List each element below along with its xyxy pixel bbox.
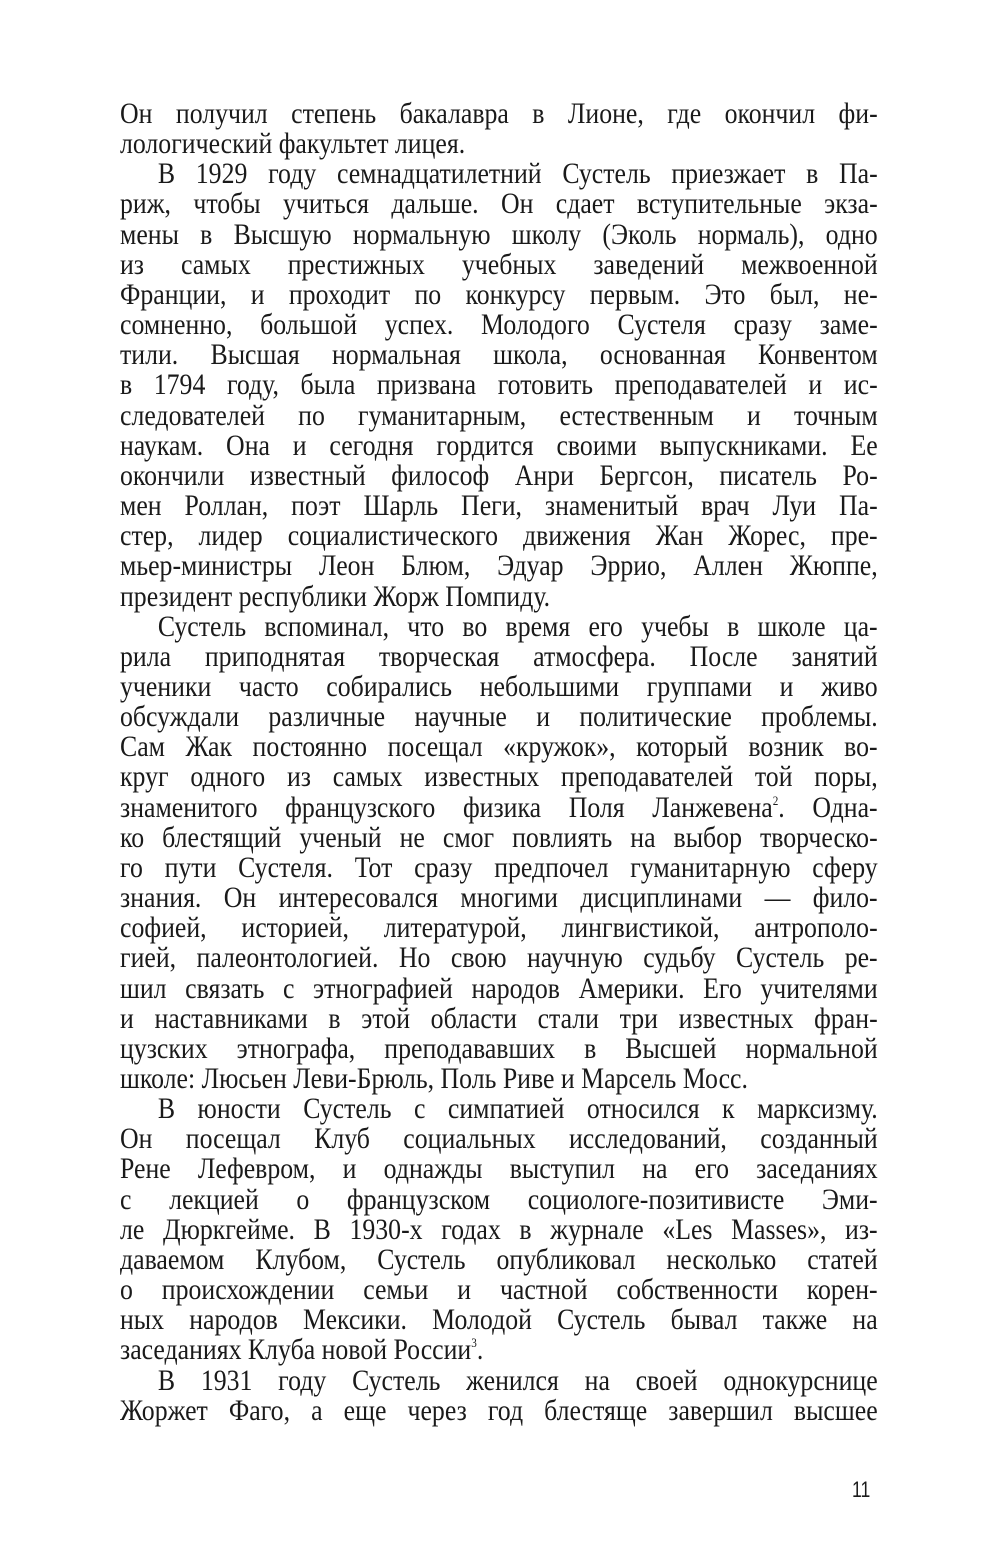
footnote-marker: 2 [772, 792, 779, 808]
text-line [120, 1182, 878, 1216]
text-line-content: Сам Жак постоянно посещал «кружок», который возник во- [120, 730, 878, 764]
text-line-content: знания. Он интересовался многими дисциплинами — фило- [120, 881, 878, 915]
text-line [120, 790, 878, 824]
text-line [120, 1124, 878, 1154]
text-line [120, 579, 878, 613]
text-line-content: знаменитого французского физика Поля Ланжевена [120, 790, 773, 824]
text-line-content: цузских этнографа, преподававших в Высшей нормальной [120, 1031, 878, 1065]
text-line-content: гией, палеонтологией. Но свою научную судьбу Сустель ре- [120, 941, 878, 975]
text-line [120, 913, 878, 943]
text-line-continuation: . Одна- [778, 790, 878, 824]
text-line [120, 551, 878, 581]
text-line-content: с лекцией о французском социологе-позитивисте Эми- [120, 1182, 878, 1216]
text-line [120, 398, 878, 432]
text-line [120, 639, 878, 673]
text-line-content: президент республики Жорж Помпиду. [120, 579, 551, 613]
text-line-content: тили. Высшая нормальная школа, основанная Конвентом [120, 338, 878, 372]
text-line [120, 340, 878, 370]
text-line-content: Жоржет Фаго, а еще через год блестяще завершил высшее [120, 1393, 878, 1427]
text-line [120, 820, 878, 854]
footnote-marker: 3 [471, 1335, 477, 1351]
text-line-content: В юности Сустель с симпатией относился к марксизму. [157, 1092, 878, 1126]
text-line [120, 1154, 878, 1184]
text-line [120, 943, 878, 973]
body-text [120, 99, 878, 1426]
text-line-content: Он посещал Клуб социальных исследований, созданный [120, 1122, 878, 1156]
text-line-content: круг одного из самых известных преподавателей той поры, [120, 760, 878, 794]
text-line [120, 1212, 878, 1246]
text-line-content: окончили известный философ Анри Бергсон, писатель Ро- [120, 458, 878, 492]
text-line [120, 458, 878, 492]
text-line [120, 971, 878, 1005]
text-line-content: ле Дюркгейме. В 1930-х годах в журнале «Les Masses», из- [120, 1212, 878, 1246]
text-line [120, 159, 878, 189]
text-line [120, 99, 878, 129]
text-line [120, 1305, 878, 1335]
text-line-content: шил связать с этнографией народов Америки. Его учителями [120, 971, 878, 1005]
text-line-content: В 1931 году Сустель женился на своей однокурснице [157, 1363, 878, 1397]
text-line-content: мьер-министры Леон Блюм, Эдуар Эррио, Аллен Жюппе, [120, 549, 878, 583]
text-line-content: риж, чтобы учиться дальше. Он сдает вступительные экза- [120, 187, 878, 221]
text-line [120, 491, 878, 521]
text-line-content: обсуждали различные научные и политические проблемы. [120, 700, 878, 734]
text-line [120, 669, 878, 703]
text-line-content: лологический факультет лицея. [120, 127, 466, 161]
text-line [120, 1363, 878, 1397]
text-line [120, 310, 878, 340]
text-line [120, 850, 878, 884]
text-line-continuation: . [476, 1333, 484, 1367]
text-line [120, 1393, 878, 1427]
text-line [120, 1335, 878, 1365]
text-line-content: заседаниях Клуба новой России [120, 1333, 472, 1367]
text-line-content: в 1794 году, была призвана готовить преподавателей и ис- [120, 368, 878, 402]
text-line-content: Франции, и проходит по конкурсу первым. Это был, не- [120, 277, 878, 311]
text-line-content: даваемом Клубом, Сустель опубликовал несколько статей [120, 1242, 878, 1276]
text-line-content: мен Роллан, поэт Шарль Пеги, знаменитый врач Луи Па- [120, 489, 878, 523]
text-line-content: Он получил степень бакалавра в Лионе, где окончил фи- [120, 97, 878, 130]
text-line-content: В 1929 году семнадцатилетний Сустель приезжает в Па- [157, 157, 878, 191]
text-line-content: софией, историей, литературой, лингвистикой, антрополо- [120, 911, 878, 945]
text-line [120, 370, 878, 400]
page-number: 11 [852, 1477, 871, 1502]
text-line [120, 1094, 878, 1124]
text-line [120, 732, 878, 762]
text-line-content: мены в Высшую нормальную школу (Эколь нормаль), одно [120, 217, 878, 251]
text-line-content: рила приподнятая творческая атмосфера. После занятий [120, 639, 878, 673]
text-line-content: сомненно, большой успех. Молодого Сустеля сразу заме- [120, 308, 878, 342]
text-line [120, 428, 878, 462]
text-line [120, 702, 878, 732]
text-line-content: ко блестящий ученый не смог повлиять на выбор творческо- [120, 820, 878, 854]
text-line [120, 762, 878, 792]
text-line-content: Сустель вспоминал, что во время его учебы в школе ца- [157, 609, 878, 643]
text-line [120, 277, 878, 311]
text-line-content: из самых престижных учебных заведений межвоенной [120, 247, 878, 281]
text-line-content: следователей по гуманитарным, естественным и точным [120, 398, 878, 432]
text-line [120, 1242, 878, 1276]
text-line-content: о происхождении семьи и частной собственности корен- [120, 1273, 878, 1307]
text-line-content: ных народов Мексики. Молодой Сустель бывал также на [120, 1303, 878, 1337]
text-line [120, 129, 878, 159]
text-line-content: стер, лидер социалистического движения Жан Жорес, пре- [120, 519, 878, 553]
text-line-content: наукам. Она и сегодня гордится своими выпускниками. Ее [120, 428, 878, 462]
text-line [120, 1275, 878, 1305]
text-line-content: ученики часто собирались небольшими группами и живо [120, 669, 878, 703]
text-line [120, 1031, 878, 1065]
text-line [120, 217, 878, 251]
text-line-content: школе: Люсьен Леви-Брюль, Поль Риве и Марсель Мосс. [120, 1062, 748, 1095]
text-line [120, 883, 878, 913]
text-line [120, 1064, 878, 1094]
text-line [120, 521, 878, 551]
text-line [120, 1001, 878, 1035]
text-line-content: и наставниками в этой области стали три известных фран- [120, 1001, 878, 1035]
text-line [120, 247, 878, 281]
text-line-content: Рене Лефевром, и однажды выступил на его заседаниях [120, 1152, 878, 1186]
text-line [120, 189, 878, 219]
text-line-content: го пути Сустеля. Тот сразу предпочел гуманитарную сферу [120, 850, 878, 884]
text-line [120, 609, 878, 643]
